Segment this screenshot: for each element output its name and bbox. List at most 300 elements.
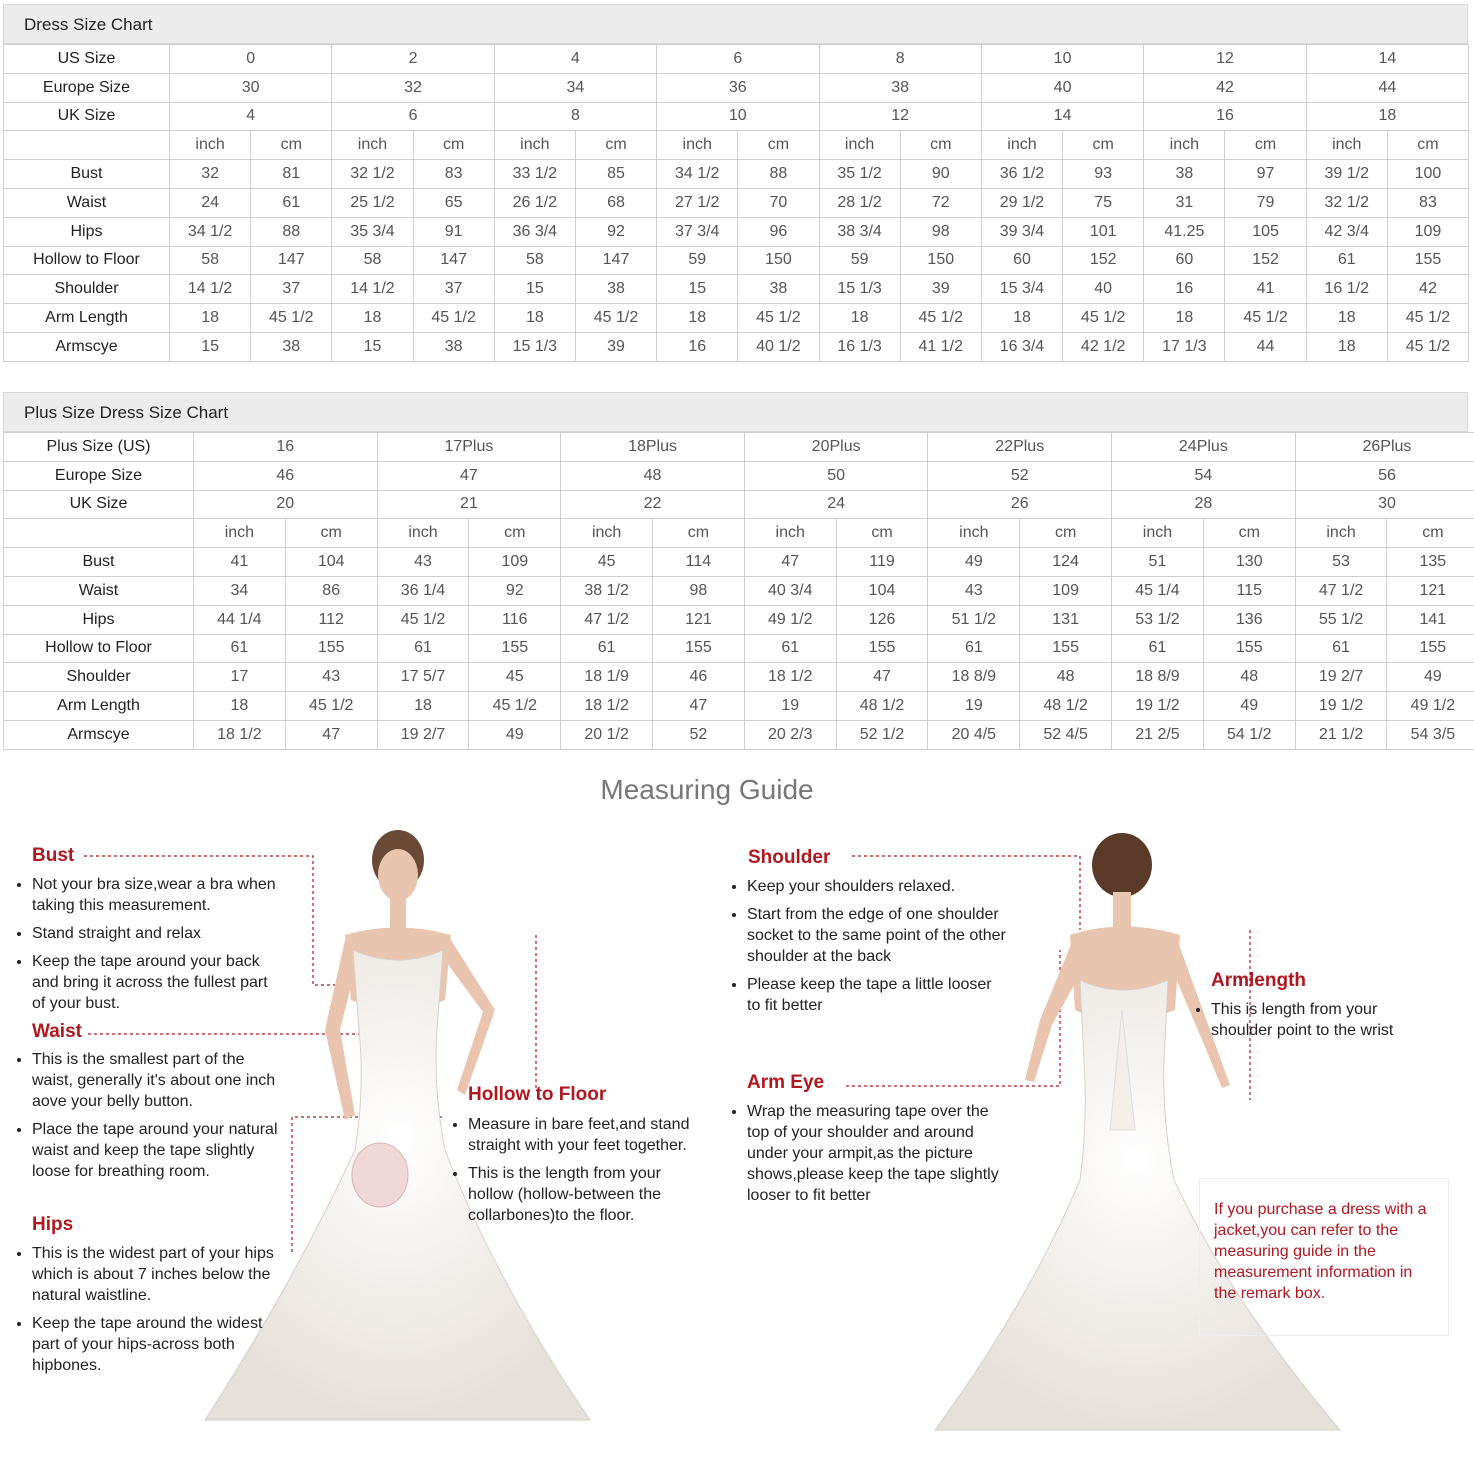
value-cell: 17 1/3 bbox=[1144, 332, 1225, 361]
value-cell: 155 bbox=[469, 634, 561, 663]
row-label: Europe Size bbox=[4, 73, 170, 102]
value-cell: 88 bbox=[251, 217, 332, 246]
value-cell: 18 bbox=[657, 304, 738, 333]
value-cell: 147 bbox=[413, 246, 494, 275]
arm-eye-list bbox=[731, 1101, 1009, 1213]
value-cell: 58 bbox=[332, 246, 413, 275]
size-cell: 17Plus bbox=[377, 433, 561, 462]
value-cell: 33 1/2 bbox=[494, 160, 575, 189]
arm-eye-heading: Arm Eye bbox=[747, 1072, 825, 1093]
size-cell: 24Plus bbox=[1112, 433, 1296, 462]
value-cell: 58 bbox=[494, 246, 575, 275]
value-cell: 47 bbox=[836, 663, 928, 692]
size-cell: 2 bbox=[332, 45, 494, 74]
value-cell: 38 bbox=[575, 275, 656, 304]
value-cell: 15 3/4 bbox=[981, 275, 1062, 304]
value-cell: 19 bbox=[744, 692, 836, 721]
value-cell: 97 bbox=[1225, 160, 1306, 189]
value-cell: 25 1/2 bbox=[332, 188, 413, 217]
value-cell: 28 1/2 bbox=[819, 188, 900, 217]
value-cell: 45 1/2 bbox=[285, 692, 377, 721]
size-cell: 50 bbox=[744, 461, 928, 490]
value-cell: 45 1/2 bbox=[413, 304, 494, 333]
size-cell: 10 bbox=[981, 45, 1143, 74]
unit-cell: cm bbox=[285, 519, 377, 548]
unit-cell: cm bbox=[1387, 519, 1474, 548]
value-cell: 83 bbox=[1387, 188, 1468, 217]
value-cell: 155 bbox=[836, 634, 928, 663]
value-cell: 19 1/2 bbox=[1112, 692, 1204, 721]
row-label: Armscye bbox=[4, 332, 170, 361]
value-cell: 155 bbox=[653, 634, 745, 663]
row-label: Bust bbox=[4, 160, 170, 189]
hollow-list bbox=[452, 1114, 690, 1233]
value-cell: 72 bbox=[900, 188, 981, 217]
size-cell: 24 bbox=[744, 490, 928, 519]
value-cell: 34 1/2 bbox=[657, 160, 738, 189]
size-cell: 8 bbox=[494, 102, 656, 131]
size-cell: 56 bbox=[1295, 461, 1474, 490]
value-cell: 36 1/4 bbox=[377, 576, 469, 605]
value-cell: 121 bbox=[653, 605, 745, 634]
value-cell: 52 bbox=[653, 720, 745, 749]
size-cell: 16 bbox=[194, 433, 378, 462]
value-cell: 18 bbox=[819, 304, 900, 333]
armlength-heading: Armlength bbox=[1211, 970, 1306, 991]
bust-list bbox=[16, 874, 282, 1021]
list-item: • Wrap the measuring tape over the top of your shoulder and around under your armpit,as the picture shows,please keep the tape slightly looser to fit better bbox=[747, 1101, 1009, 1206]
value-cell: 45 1/2 bbox=[1063, 304, 1144, 333]
value-cell: 114 bbox=[653, 548, 745, 577]
value-cell: 101 bbox=[1063, 217, 1144, 246]
unit-cell: cm bbox=[900, 131, 981, 160]
value-cell: 18 bbox=[170, 304, 251, 333]
row-label: Waist bbox=[4, 188, 170, 217]
size-cell: 0 bbox=[170, 45, 332, 74]
row-label: UK Size bbox=[4, 102, 170, 131]
size-cell: 42 bbox=[1144, 73, 1306, 102]
size-cell: 4 bbox=[494, 45, 656, 74]
value-cell: 41 bbox=[194, 548, 286, 577]
value-cell: 55 1/2 bbox=[1295, 605, 1387, 634]
size-cell: 44 bbox=[1306, 73, 1468, 102]
value-cell: 70 bbox=[738, 188, 819, 217]
bust-heading: Bust bbox=[32, 845, 75, 866]
size-cell: 6 bbox=[657, 45, 819, 74]
unit-cell: cm bbox=[836, 519, 928, 548]
unit-cell: inch bbox=[981, 131, 1062, 160]
unit-cell: inch bbox=[928, 519, 1020, 548]
list-item: • Start from the edge of one shoulder socket to the same point of the other shoulder at the back bbox=[747, 904, 1009, 967]
value-cell: 16 3/4 bbox=[981, 332, 1062, 361]
value-cell: 19 bbox=[928, 692, 1020, 721]
unit-cell: cm bbox=[575, 131, 656, 160]
value-cell: 21 2/5 bbox=[1112, 720, 1204, 749]
value-cell: 49 1/2 bbox=[1387, 692, 1474, 721]
unit-cell: cm bbox=[1063, 131, 1144, 160]
row-label: Plus Size (US) bbox=[4, 433, 194, 462]
value-cell: 52 4/5 bbox=[1020, 720, 1112, 749]
row-label: Waist bbox=[4, 576, 194, 605]
value-cell: 35 1/2 bbox=[819, 160, 900, 189]
value-cell: 18 bbox=[494, 304, 575, 333]
value-cell: 85 bbox=[575, 160, 656, 189]
value-cell: 49 bbox=[928, 548, 1020, 577]
value-cell: 19 2/7 bbox=[1295, 663, 1387, 692]
value-cell: 40 3/4 bbox=[744, 576, 836, 605]
size-cell: 26 bbox=[928, 490, 1112, 519]
value-cell: 126 bbox=[836, 605, 928, 634]
value-cell: 75 bbox=[1063, 188, 1144, 217]
list-item: • This is the smallest part of the waist, generally it's about one inch aove your belly button. bbox=[32, 1049, 282, 1112]
value-cell: 48 1/2 bbox=[836, 692, 928, 721]
size-cell: 6 bbox=[332, 102, 494, 131]
value-cell: 16 1/2 bbox=[1306, 275, 1387, 304]
value-cell: 45 1/2 bbox=[1387, 304, 1468, 333]
unit-cell: inch bbox=[170, 131, 251, 160]
value-cell: 38 3/4 bbox=[819, 217, 900, 246]
unit-cell: inch bbox=[819, 131, 900, 160]
unit-cell: inch bbox=[561, 519, 653, 548]
value-cell: 58 bbox=[170, 246, 251, 275]
value-cell: 31 bbox=[1144, 188, 1225, 217]
armlength-list bbox=[1195, 999, 1421, 1048]
value-cell: 45 1/2 bbox=[377, 605, 469, 634]
value-cell: 49 bbox=[1203, 692, 1295, 721]
value-cell: 17 5/7 bbox=[377, 663, 469, 692]
unit-cell: inch bbox=[1144, 131, 1225, 160]
shoulder-list bbox=[731, 876, 1009, 1023]
size-cell: 48 bbox=[561, 461, 745, 490]
value-cell: 38 1/2 bbox=[561, 576, 653, 605]
value-cell: 42 1/2 bbox=[1063, 332, 1144, 361]
value-cell: 34 1/2 bbox=[170, 217, 251, 246]
row-label: Hips bbox=[4, 217, 170, 246]
unit-cell: inch bbox=[1306, 131, 1387, 160]
value-cell: 41 1/2 bbox=[900, 332, 981, 361]
value-cell: 47 bbox=[653, 692, 745, 721]
value-cell: 15 bbox=[494, 275, 575, 304]
row-label: Arm Length bbox=[4, 692, 194, 721]
unit-cell: cm bbox=[1225, 131, 1306, 160]
value-cell: 18 bbox=[1306, 304, 1387, 333]
value-cell: 141 bbox=[1387, 605, 1474, 634]
value-cell: 53 bbox=[1295, 548, 1387, 577]
size-cell: 20 bbox=[194, 490, 378, 519]
value-cell: 147 bbox=[251, 246, 332, 275]
value-cell: 14 1/2 bbox=[332, 275, 413, 304]
value-cell: 48 bbox=[1203, 663, 1295, 692]
value-cell: 61 bbox=[1295, 634, 1387, 663]
unit-cell: inch bbox=[1112, 519, 1204, 548]
size-cell: 18Plus bbox=[561, 433, 745, 462]
value-cell: 47 1/2 bbox=[561, 605, 653, 634]
size-cell: 22 bbox=[561, 490, 745, 519]
value-cell: 60 bbox=[981, 246, 1062, 275]
row-label: Hollow to Floor bbox=[4, 634, 194, 663]
value-cell: 47 bbox=[285, 720, 377, 749]
value-cell: 60 bbox=[1144, 246, 1225, 275]
row-label: Shoulder bbox=[4, 275, 170, 304]
size-cell: 22Plus bbox=[928, 433, 1112, 462]
row-label: Hips bbox=[4, 605, 194, 634]
unit-cell: cm bbox=[1020, 519, 1112, 548]
value-cell: 34 bbox=[194, 576, 286, 605]
value-cell: 35 3/4 bbox=[332, 217, 413, 246]
value-cell: 39 bbox=[900, 275, 981, 304]
value-cell: 18 1/2 bbox=[561, 692, 653, 721]
value-cell: 21 1/2 bbox=[1295, 720, 1387, 749]
value-cell: 61 bbox=[744, 634, 836, 663]
size-cell: 28 bbox=[1112, 490, 1296, 519]
value-cell: 43 bbox=[285, 663, 377, 692]
size-cell: 18 bbox=[1306, 102, 1468, 131]
value-cell: 26 1/2 bbox=[494, 188, 575, 217]
value-cell: 59 bbox=[657, 246, 738, 275]
value-cell: 130 bbox=[1203, 548, 1295, 577]
size-cell: 16 bbox=[1144, 102, 1306, 131]
jacket-note-text: If you purchase a dress with a jacket,you can refer to the measuring guide in the measurement information in the remark box. bbox=[1214, 1201, 1427, 1302]
list-item: • Stand straight and relax bbox=[32, 923, 282, 944]
value-cell: 18 bbox=[194, 692, 286, 721]
row-label: US Size bbox=[4, 45, 170, 74]
dress-size-chart-title: Dress Size Chart bbox=[3, 4, 1468, 44]
value-cell: 83 bbox=[413, 160, 494, 189]
value-cell: 32 bbox=[170, 160, 251, 189]
value-cell: 115 bbox=[1203, 576, 1295, 605]
size-cell: 36 bbox=[657, 73, 819, 102]
value-cell: 16 bbox=[657, 332, 738, 361]
unit-cell: inch bbox=[1295, 519, 1387, 548]
size-cell: 14 bbox=[1306, 45, 1468, 74]
size-cell: 38 bbox=[819, 73, 981, 102]
hips-list bbox=[16, 1243, 284, 1383]
value-cell: 18 bbox=[1306, 332, 1387, 361]
size-cell: 40 bbox=[981, 73, 1143, 102]
value-cell: 42 bbox=[1387, 275, 1468, 304]
value-cell: 116 bbox=[469, 605, 561, 634]
value-cell: 15 1/3 bbox=[819, 275, 900, 304]
unit-cell: inch bbox=[332, 131, 413, 160]
size-cell: 46 bbox=[194, 461, 378, 490]
value-cell: 45 1/2 bbox=[575, 304, 656, 333]
value-cell: 155 bbox=[285, 634, 377, 663]
value-cell: 18 1/2 bbox=[744, 663, 836, 692]
value-cell: 65 bbox=[413, 188, 494, 217]
measuring-guide-title: Measuring Guide bbox=[600, 774, 814, 805]
list-item: • Measure in bare feet,and stand straight with your feet together. bbox=[468, 1114, 690, 1156]
value-cell: 45 1/2 bbox=[900, 304, 981, 333]
value-cell: 15 bbox=[657, 275, 738, 304]
value-cell: 45 1/2 bbox=[738, 304, 819, 333]
value-cell: 51 1/2 bbox=[928, 605, 1020, 634]
value-cell: 42 3/4 bbox=[1306, 217, 1387, 246]
value-cell: 81 bbox=[251, 160, 332, 189]
value-cell: 24 bbox=[170, 188, 251, 217]
value-cell: 41 bbox=[1225, 275, 1306, 304]
value-cell: 18 bbox=[332, 304, 413, 333]
hollow-heading: Hollow to Floor bbox=[468, 1084, 607, 1105]
value-cell: 18 8/9 bbox=[928, 663, 1020, 692]
value-cell: 43 bbox=[928, 576, 1020, 605]
value-cell: 61 bbox=[928, 634, 1020, 663]
value-cell: 131 bbox=[1020, 605, 1112, 634]
value-cell: 91 bbox=[413, 217, 494, 246]
unit-cell: cm bbox=[1387, 131, 1468, 160]
value-cell: 53 1/2 bbox=[1112, 605, 1204, 634]
value-cell: 51 bbox=[1112, 548, 1204, 577]
value-cell: 15 bbox=[170, 332, 251, 361]
value-cell: 61 bbox=[1112, 634, 1204, 663]
value-cell: 20 4/5 bbox=[928, 720, 1020, 749]
value-cell: 109 bbox=[1020, 576, 1112, 605]
size-cell: 12 bbox=[1144, 45, 1306, 74]
value-cell: 14 1/2 bbox=[170, 275, 251, 304]
value-cell: 39 1/2 bbox=[1306, 160, 1387, 189]
value-cell: 44 bbox=[1225, 332, 1306, 361]
value-cell: 18 1/2 bbox=[194, 720, 286, 749]
value-cell: 47 bbox=[744, 548, 836, 577]
value-cell: 32 1/2 bbox=[332, 160, 413, 189]
value-cell: 96 bbox=[738, 217, 819, 246]
value-cell: 18 8/9 bbox=[1112, 663, 1204, 692]
value-cell: 38 bbox=[251, 332, 332, 361]
value-cell: 92 bbox=[575, 217, 656, 246]
value-cell: 121 bbox=[1387, 576, 1474, 605]
unit-cell: cm bbox=[469, 519, 561, 548]
list-item: • This is the widest part of your hips which is about 7 inches below the natural waistline. bbox=[32, 1243, 284, 1306]
value-cell: 18 bbox=[1144, 304, 1225, 333]
value-cell: 93 bbox=[1063, 160, 1144, 189]
value-cell: 104 bbox=[285, 548, 377, 577]
unit-cell: cm bbox=[413, 131, 494, 160]
value-cell: 18 1/9 bbox=[561, 663, 653, 692]
value-cell: 45 1/2 bbox=[469, 692, 561, 721]
size-cell: 47 bbox=[377, 461, 561, 490]
value-cell: 92 bbox=[469, 576, 561, 605]
value-cell: 15 1/3 bbox=[494, 332, 575, 361]
value-cell: 39 3/4 bbox=[981, 217, 1062, 246]
value-cell: 155 bbox=[1387, 634, 1474, 663]
value-cell: 98 bbox=[900, 217, 981, 246]
value-cell: 37 bbox=[413, 275, 494, 304]
value-cell: 38 bbox=[738, 275, 819, 304]
size-cell: 12 bbox=[819, 102, 981, 131]
size-cell: 26Plus bbox=[1295, 433, 1474, 462]
list-item: • Keep your shoulders relaxed. bbox=[747, 876, 1009, 897]
list-item: • Please keep the tape a little looser to fit better bbox=[747, 974, 1009, 1016]
value-cell: 152 bbox=[1225, 246, 1306, 275]
value-cell: 124 bbox=[1020, 548, 1112, 577]
row-label: Armscye bbox=[4, 720, 194, 749]
unit-cell: inch bbox=[194, 519, 286, 548]
size-cell: 21 bbox=[377, 490, 561, 519]
row-label: Hollow to Floor bbox=[4, 246, 170, 275]
value-cell: 105 bbox=[1225, 217, 1306, 246]
value-cell: 88 bbox=[738, 160, 819, 189]
value-cell: 38 bbox=[1144, 160, 1225, 189]
value-cell: 19 2/7 bbox=[377, 720, 469, 749]
value-cell: 19 1/2 bbox=[1295, 692, 1387, 721]
unit-cell: inch bbox=[494, 131, 575, 160]
value-cell: 61 bbox=[251, 188, 332, 217]
value-cell: 38 bbox=[413, 332, 494, 361]
value-cell: 20 2/3 bbox=[744, 720, 836, 749]
value-cell: 45 1/2 bbox=[1225, 304, 1306, 333]
value-cell: 150 bbox=[900, 246, 981, 275]
value-cell: 150 bbox=[738, 246, 819, 275]
value-cell: 44 1/4 bbox=[194, 605, 286, 634]
size-cell: 54 bbox=[1112, 461, 1296, 490]
value-cell: 119 bbox=[836, 548, 928, 577]
value-cell: 15 bbox=[332, 332, 413, 361]
value-cell: 45 1/4 bbox=[1112, 576, 1204, 605]
row-label: Arm Length bbox=[4, 304, 170, 333]
value-cell: 104 bbox=[836, 576, 928, 605]
value-cell: 79 bbox=[1225, 188, 1306, 217]
value-cell: 61 bbox=[561, 634, 653, 663]
list-item: • This is the length from your hollow (hollow-between the collarbones)to the floor. bbox=[468, 1163, 690, 1226]
unit-cell: cm bbox=[653, 519, 745, 548]
size-cell: 34 bbox=[494, 73, 656, 102]
list-item: • Keep the tape around your back and bring it across the fullest part of your bust. bbox=[32, 951, 282, 1014]
list-item: • Place the tape around your natural waist and keep the tape slightly loose for breathing room. bbox=[32, 1119, 282, 1182]
value-cell: 61 bbox=[377, 634, 469, 663]
plus-size-chart-title: Plus Size Dress Size Chart bbox=[3, 392, 1468, 432]
value-cell: 39 bbox=[575, 332, 656, 361]
value-cell: 112 bbox=[285, 605, 377, 634]
value-cell: 49 bbox=[469, 720, 561, 749]
value-cell: 61 bbox=[1306, 246, 1387, 275]
value-cell: 45 1/2 bbox=[1387, 332, 1468, 361]
value-cell: 155 bbox=[1203, 634, 1295, 663]
unit-cell: cm bbox=[251, 131, 332, 160]
value-cell: 47 1/2 bbox=[1295, 576, 1387, 605]
waist-list bbox=[16, 1049, 282, 1189]
value-cell: 136 bbox=[1203, 605, 1295, 634]
value-cell: 40 bbox=[1063, 275, 1144, 304]
value-cell: 147 bbox=[575, 246, 656, 275]
value-cell: 48 1/2 bbox=[1020, 692, 1112, 721]
shoulder-heading: Shoulder bbox=[748, 847, 831, 868]
value-cell: 68 bbox=[575, 188, 656, 217]
value-cell: 27 1/2 bbox=[657, 188, 738, 217]
unit-cell: inch bbox=[657, 131, 738, 160]
value-cell: 90 bbox=[900, 160, 981, 189]
value-cell: 100 bbox=[1387, 160, 1468, 189]
value-cell: 36 3/4 bbox=[494, 217, 575, 246]
value-cell: 61 bbox=[194, 634, 286, 663]
value-cell: 59 bbox=[819, 246, 900, 275]
size-cell: 52 bbox=[928, 461, 1112, 490]
size-cell: 30 bbox=[1295, 490, 1474, 519]
list-item: • This is length from your shoulder point to the wrist bbox=[1211, 999, 1421, 1041]
value-cell: 49 1/2 bbox=[744, 605, 836, 634]
value-cell: 135 bbox=[1387, 548, 1474, 577]
unit-cell: inch bbox=[744, 519, 836, 548]
value-cell: 36 1/2 bbox=[981, 160, 1062, 189]
value-cell: 43 bbox=[377, 548, 469, 577]
unit-cell: cm bbox=[1203, 519, 1295, 548]
value-cell: 98 bbox=[653, 576, 745, 605]
value-cell: 29 1/2 bbox=[981, 188, 1062, 217]
value-cell: 45 1/2 bbox=[251, 304, 332, 333]
value-cell: 16 bbox=[1144, 275, 1225, 304]
hips-heading: Hips bbox=[32, 1214, 74, 1235]
row-label: UK Size bbox=[4, 490, 194, 519]
value-cell: 45 bbox=[469, 663, 561, 692]
jacket-note bbox=[1199, 1178, 1449, 1336]
